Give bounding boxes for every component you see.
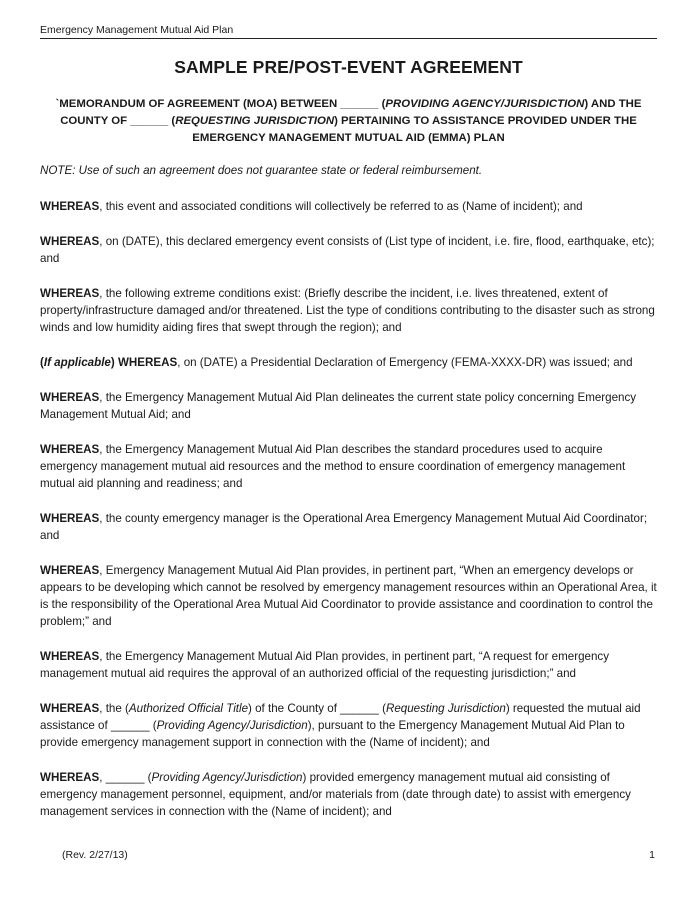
memo-text-1: `MEMORANDUM OF AGREEMENT (MOA) BETWEEN ______ ( [55,98,386,110]
memo-text-3: ) PERTAINING TO ASSISTANCE PROVIDED UNDER THE EMERGENCY MANAGEMENT MUTUAL AID (EMMA) PLAN [192,115,637,144]
whereas-text: ) requested the mutual aid assistance of ______ ( [40,702,641,732]
if-applicable-label: If applicable [43,356,111,369]
providing-agency: Providing Agency/Jurisdiction [156,719,308,732]
whereas-lead: WHEREAS [40,702,100,715]
whereas-lead: WHEREAS [40,512,100,525]
whereas-text: , on (DATE), this declared emergency event consists of (List type of incident, i.e. fire, flood, earthquake, etc); and [40,235,655,265]
whereas-paragraph-conditions [40,285,660,336]
whereas-text: , the Emergency Management Mutual Aid Plan delineates the current state policy concerning Emergency Management Mutual Aid; and [40,391,637,421]
authorized-official-title: Authorized Official Title [128,702,249,715]
whereas-lead: WHEREAS [40,564,100,577]
memo-heading [40,96,657,147]
document-body [40,162,660,838]
whereas-text: , the Emergency Management Mutual Aid Plan provides, in pertinent part, “A request for emergency management mutual aid requires the approval of an authorized official of the requesting jurisdiction;” and [40,650,610,680]
whereas-paragraph-operational-area [40,562,660,630]
whereas-text: , this event and associated conditions will collectively be referred to as (Name of incident); and [99,200,583,213]
applicable-prefix [40,356,115,369]
whereas-text: ) of the County of ______ ( [248,702,386,715]
whereas-lead: WHEREAS [40,200,100,213]
whereas-text: , the ( [99,702,129,715]
whereas-paragraph-standard-procedures [40,441,660,492]
whereas-paragraph-incident-type [40,233,660,267]
whereas-paragraph-presidential-declaration [40,354,660,371]
whereas-text: , the following extreme conditions exist: (Briefly describe the incident, i.e. lives threatened, extent of property/infrastructure damaged and/or threatened. List the type of conditions contributing to the disaster such as strong winds and low humidity aiding fires that swept through the region); and [40,287,655,334]
whereas-text: , Emergency Management Mutual Aid Plan provides, in pertinent part, “When an emergency develops or appears to be developing which cannot be resolved by emergency management resources within an Operational Area, it is the responsibility of the Operational Area Mutual Aid Coordinator to provide assistance and coordination to control the problem;” and [40,564,657,628]
whereas-text: , the county emergency manager is the Operational Area Emergency Management Mutual Aid Coordinator; and [40,512,648,542]
whereas-paragraph-state-policy [40,389,660,423]
whereas-lead: WHEREAS [40,391,100,404]
providing-agency: Providing Agency/Jurisdiction [151,771,303,784]
document-title: SAMPLE PRE/POST-EVENT AGREEMENT [174,57,523,77]
whereas-lead: WHEREAS [40,650,100,663]
whereas-lead: WHEREAS [40,771,100,784]
reimbursement-note: NOTE: Use of such an agreement does not guarantee state or federal reimbursement. [40,164,483,177]
whereas-lead: WHEREAS [40,287,100,300]
whereas-text: ), pursuant to the Emergency Management Mutual Aid Plan to provide emergency management support in connection with the (Name of incident); and [40,719,625,749]
whereas-lead: WHEREAS [40,235,100,248]
running-header: Emergency Management Mutual Aid Plan [40,24,657,39]
whereas-text: , the Emergency Management Mutual Aid Plan describes the standard procedures used to acquire emergency management mutual aid resources and the method to ensure coordination of emergency management mutual aid planning and readiness; and [40,443,626,490]
memo-providing-agency: PROVIDING AGENCY/JURISDICTION [385,98,585,110]
whereas-paragraph-aid-provided [40,769,660,820]
whereas-paragraph-authorized-request [40,700,660,751]
whereas-paragraph-county-manager [40,510,660,544]
whereas-text: , ______ ( [99,771,152,784]
whereas-text: , on (DATE) a Presidential Declaration of Emergency (FEMA-XXXX-DR) was issued; and [177,356,633,369]
page-number: 1 [649,849,655,861]
prefix-close: ) [110,356,115,369]
whereas-paragraph-request-approval [40,648,660,682]
whereas-text: ) provided emergency management mutual aid consisting of emergency management personnel, equipment, and/or materials from (date through date) to assist with emergency management services in connection with the (Name of incident); and [40,771,631,818]
whereas-paragraph-incident-name [40,198,660,215]
memo-text-2: ) AND THE COUNTY OF ______ ( [60,98,642,127]
revision-date: (Rev. 2/27/13) [62,849,128,861]
memo-requesting-jurisdiction: REQUESTING JURISDICTION [175,115,335,127]
prefix-open: ( [40,356,44,369]
whereas-lead: WHEREAS [114,356,178,369]
requesting-jurisdiction: Requesting Jurisdiction [385,702,506,715]
whereas-lead: WHEREAS [40,443,100,456]
